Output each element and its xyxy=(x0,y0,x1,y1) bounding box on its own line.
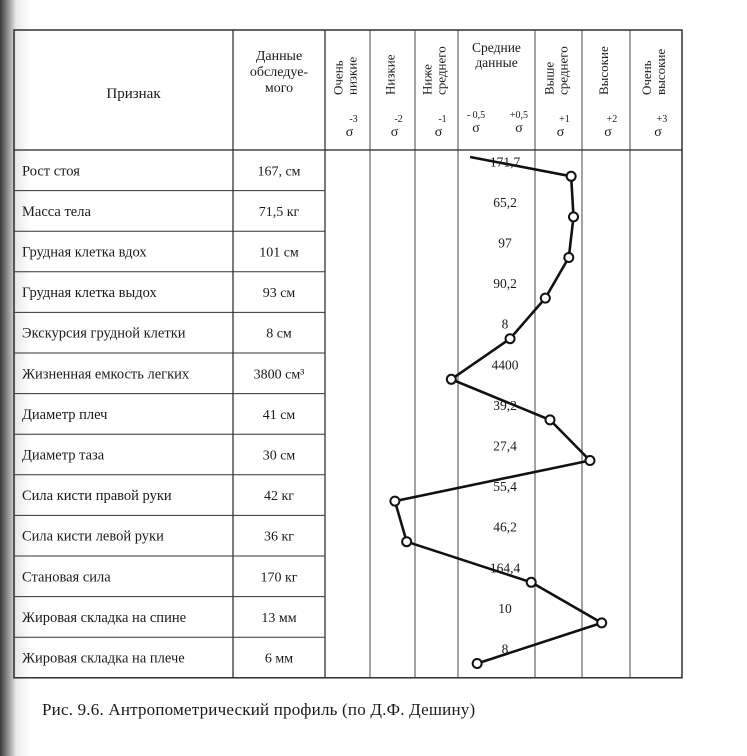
sigma-symbol: σ xyxy=(654,125,662,140)
row-subject-value: 101 см xyxy=(259,245,299,261)
header-subject-line: обследуе- xyxy=(249,65,309,80)
row-mean-value: 8 xyxy=(501,316,509,332)
row-subject-value: 30 см xyxy=(262,448,296,464)
category-label-group xyxy=(542,46,571,95)
figure-caption: Рис. 9.6. Антропометрический профиль (по Д.Ф. Дешину) xyxy=(42,700,476,719)
category-label: Средние xyxy=(472,40,521,55)
row-subject-value: 13 мм xyxy=(261,610,297,626)
row-mean-value: 4400 xyxy=(491,357,519,373)
row-feature: Жировая складка на плече xyxy=(22,650,185,667)
category-label: среднего xyxy=(555,46,571,95)
profile-point xyxy=(402,537,411,546)
profile-point xyxy=(585,456,594,465)
header-subject-line: Данные xyxy=(255,49,303,64)
category-label-group xyxy=(639,49,668,95)
row-mean-value: 46,2 xyxy=(493,519,517,535)
sigma-symbol: σ xyxy=(434,125,443,140)
row-subject-value: 41 см xyxy=(262,407,296,423)
profile-point xyxy=(546,415,555,424)
sigma-symbol: σ xyxy=(556,125,565,140)
row-subject-value: 167, см xyxy=(257,164,301,180)
row-subject-value: 71,5 кг xyxy=(258,204,300,220)
category-label-group xyxy=(331,57,360,95)
profile-point xyxy=(390,497,399,506)
row-mean-value: 8 xyxy=(501,641,509,657)
row-feature: Жизненная емкость легких xyxy=(22,366,190,383)
row-feature: Сила кисти левой руки xyxy=(22,528,164,545)
category-label-group xyxy=(596,46,611,95)
profile-point xyxy=(506,334,515,343)
profile-point xyxy=(473,659,482,668)
row-feature: Становая сила xyxy=(22,569,111,586)
row-mean-value: 55,4 xyxy=(493,479,517,495)
sigma-value: +1 xyxy=(559,114,570,125)
row-mean-value: 65,2 xyxy=(493,194,517,210)
row-feature: Жировая складка на спине xyxy=(22,609,187,626)
sigma-value: -3 xyxy=(349,114,358,125)
sigma-symbol: σ xyxy=(390,125,399,140)
profile-point xyxy=(564,253,573,262)
sigma-symbol: σ xyxy=(345,125,354,140)
category-label: Выше xyxy=(541,61,557,95)
row-subject-value: 93 см xyxy=(262,286,296,302)
row-feature: Масса тела xyxy=(22,203,91,220)
profile-point xyxy=(569,212,578,221)
sigma-value: -2 xyxy=(394,114,403,125)
row-mean-value: 164,4 xyxy=(489,560,521,576)
category-label: данные xyxy=(475,55,518,70)
category-label: Ниже xyxy=(419,64,435,95)
row-subject-value: 42 кг xyxy=(263,489,295,505)
row-subject-value: 3800 см³ xyxy=(253,367,305,383)
row-feature: Экскурсия грудной клетки xyxy=(22,325,186,342)
header-subject-line: мого xyxy=(264,81,294,96)
row-feature: Диаметр плеч xyxy=(22,406,108,423)
profile-point xyxy=(597,618,606,627)
sigma-value: -1 xyxy=(438,114,447,125)
row-subject-value: 8 см xyxy=(266,326,292,342)
sigma-value: - 0,5 xyxy=(466,110,486,121)
profile-point xyxy=(541,294,550,303)
table-headers xyxy=(106,40,668,140)
row-mean-value: 97 xyxy=(498,235,512,251)
row-mean-value: 171,7 xyxy=(489,154,521,170)
category-label: Низкие xyxy=(382,54,398,95)
category-label: высокие xyxy=(653,48,668,95)
row-subject-value: 36 кг xyxy=(263,529,295,545)
row-mean-value: 10 xyxy=(498,600,512,616)
sigma-symbol: σ xyxy=(604,125,612,140)
row-mean-value: 90,2 xyxy=(493,276,517,292)
category-label: среднего xyxy=(433,46,449,95)
row-subject-value: 6 мм xyxy=(264,651,294,667)
profile-point xyxy=(447,375,456,384)
sigma-value: +2 xyxy=(606,114,618,125)
category-label: Очень xyxy=(639,60,654,95)
header-feature: Признак xyxy=(106,86,161,102)
category-label: низкие xyxy=(344,56,360,95)
profile-point xyxy=(527,578,536,587)
profile-point xyxy=(567,172,576,181)
category-label-group xyxy=(383,54,398,95)
category-label-group xyxy=(420,46,449,95)
row-feature: Рост стоя xyxy=(22,163,80,180)
row-mean-value: 39,2 xyxy=(493,397,517,413)
sigma-value: +0,5 xyxy=(509,110,529,121)
row-subject-value: 170 кг xyxy=(260,570,298,586)
sigma-value: +3 xyxy=(656,114,668,125)
category-label: Высокие xyxy=(596,46,611,95)
row-feature: Грудная клетка выдох xyxy=(22,285,157,302)
row-feature: Грудная клетка вдох xyxy=(22,244,147,261)
sigma-symbol: σ xyxy=(515,121,523,136)
row-feature: Сила кисти правой руки xyxy=(22,488,172,505)
row-mean-value: 27,4 xyxy=(493,438,517,454)
sigma-symbol: σ xyxy=(472,121,480,136)
category-label: Очень xyxy=(330,60,346,95)
row-feature: Диаметр таза xyxy=(22,447,105,464)
